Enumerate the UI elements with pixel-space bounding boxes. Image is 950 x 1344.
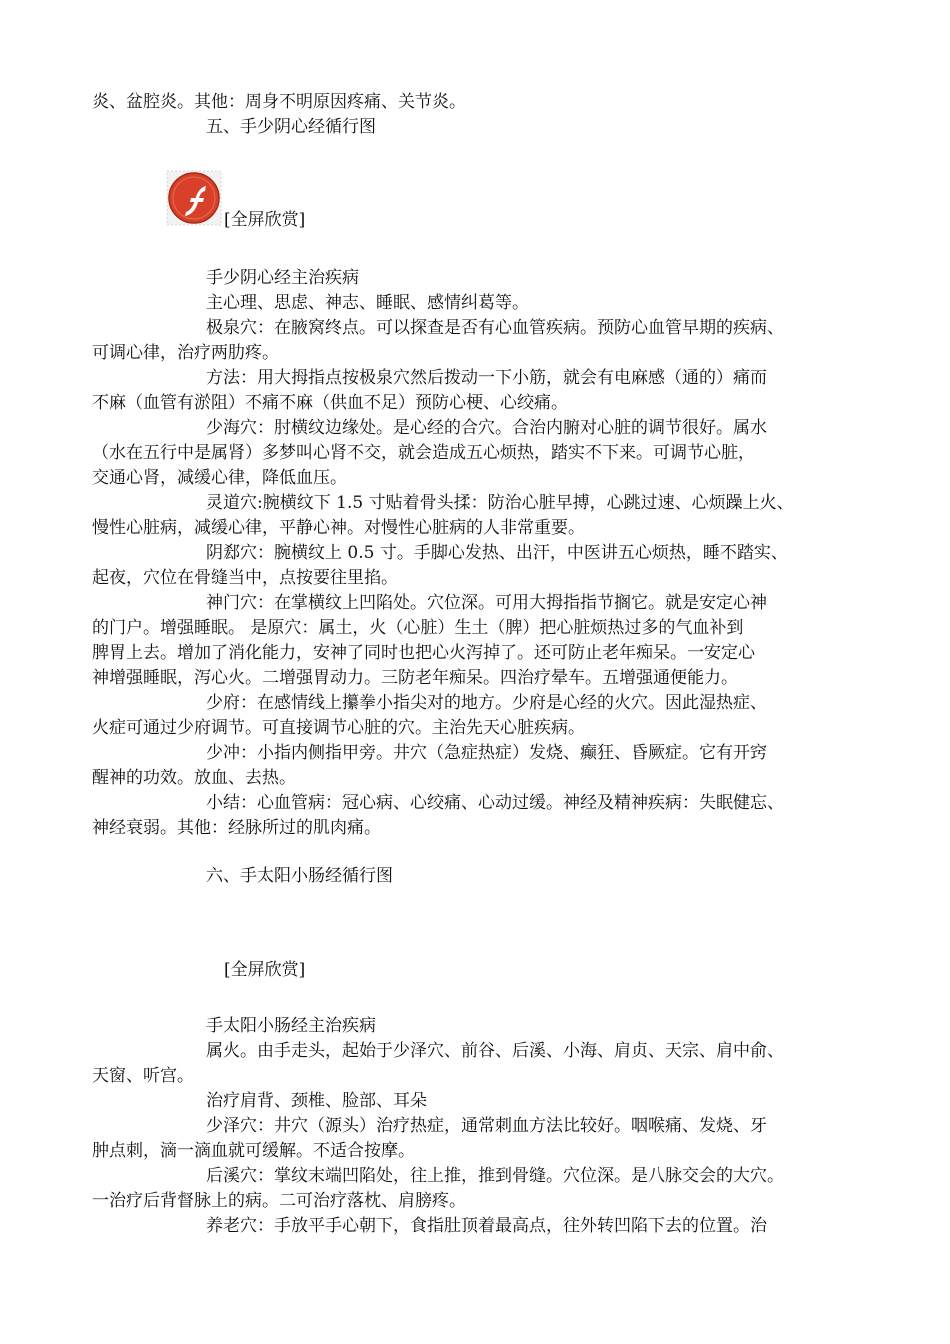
text-line: 天窗、听宫。: [92, 1066, 194, 1086]
text-line: 肿点刺，滴一滴血就可缓解。不适合按摩。: [92, 1141, 415, 1161]
text-line: 属火。由手走头，起始于少泽穴、前谷、后溪、小海、肩贞、天宗、肩中俞、: [206, 1041, 784, 1061]
section-heading: 五、手少阴心经循行图: [206, 117, 376, 137]
text-line: 交通心肾，减缓心律，降低血压。: [92, 468, 347, 488]
text-line: 一治疗后背督脉上的病。二可治疗落枕、肩膀疼。: [92, 1191, 466, 1211]
fullscreen-link[interactable]: [全屏欣赏]: [224, 210, 306, 230]
text-line: 不麻（血管有淤阻）不痛不麻（供血不足）预防心梗、心绞痛。: [92, 393, 568, 413]
text-line: 治疗肩背、颈椎、脸部、耳朵: [206, 1091, 427, 1111]
text-line: （水在五行中是属肾）多梦叫心肾不交，就会造成五心烦热，踏实不下来。可调节心脏，: [92, 443, 755, 463]
flash-player-icon[interactable]: [166, 170, 222, 226]
text-line: 神增强睡眠，泻心火。二增强胃动力。三防老年痴呆。四治疗晕车。五增强通便能力。: [92, 668, 738, 688]
text-line: 起夜，穴位在骨缝当中，点按要往里掐。: [92, 568, 398, 588]
text-line: 灵道穴:腕横纹下 1.5 寸贴着骨头揉：防治心脏早搏，心跳过速、心烦躁上火、: [206, 493, 794, 513]
text-line: 醒神的功效。放血、去热。: [92, 768, 296, 788]
fullscreen-link[interactable]: [全屏欣赏]: [224, 960, 306, 980]
text-line: 的门户。增强睡眠。 是原穴：属土，火（心脏）生土（脾）把心脏烦热过多的气血补到: [92, 618, 744, 638]
text-line: 小结：心血管病：冠心病、心绞痛、心动过缓。神经及精神疾病：失眠健忘、: [206, 793, 784, 813]
text-line: 阴郄穴：腕横纹上 0.5 寸。手脚心发热、出汗，中医讲五心烦热，睡不踏实、: [206, 543, 788, 563]
text-line: 少海穴：肘横纹边缘处。是心经的合穴。合治内腑对心脏的调节很好。属水: [206, 418, 767, 438]
text-line: 神经衰弱。其他：经脉所过的肌肉痛。: [92, 818, 381, 838]
text-line: 炎、盆腔炎。其他：周身不明原因疼痛、关节炎。: [92, 92, 466, 112]
text-line: 脾胃上去。增加了消化能力，安神了同时也把心火泻掉了。还可防止老年痴呆。一安定心: [92, 643, 755, 663]
text-line: 养老穴：手放平手心朝下，食指肚顶着最高点，往外转凹陷下去的位置。治: [206, 1216, 767, 1236]
text-line: 火症可通过少府调节。可直接调节心脏的穴。主治先天心脏疾病。: [92, 718, 585, 738]
section-subheading: 手太阳小肠经主治疾病: [206, 1016, 376, 1036]
text-line: 主心理、思虑、神志、睡眠、感情纠葛等。: [206, 293, 529, 313]
section-heading: 六、手太阳小肠经循行图: [206, 866, 393, 886]
text-line: 极泉穴：在腋窝终点。可以探查是否有心血管疾病。预防心血管早期的疾病、: [206, 318, 784, 338]
text-line: 少冲：小指内侧指甲旁。井穴（急症热症）发烧、癫狂、昏厥症。它有开窍: [206, 743, 767, 763]
text-line: 神门穴：在掌横纹上凹陷处。穴位深。可用大拇指指节搁它。就是安定心神: [206, 593, 767, 613]
text-line: 少府：在感情线上攥拳小指尖对的地方。少府是心经的火穴。因此湿热症、: [206, 693, 767, 713]
text-line: 后溪穴：掌纹末端凹陷处，往上推，推到骨缝。穴位深。是八脉交会的大穴。: [206, 1166, 784, 1186]
text-line: 慢性心脏病，减缓心律，平静心神。对慢性心脏病的人非常重要。: [92, 518, 585, 538]
text-line: 可调心律，治疗两肋疼。: [92, 343, 279, 363]
text-line: 少泽穴：井穴（源头）治疗热症，通常刺血方法比较好。咽喉痛、发烧、牙: [206, 1116, 767, 1136]
section-subheading: 手少阴心经主治疾病: [206, 268, 359, 288]
text-line: 方法：用大拇指点按极泉穴然后拨动一下小筋，就会有电麻感（通的）痛而: [206, 368, 767, 388]
